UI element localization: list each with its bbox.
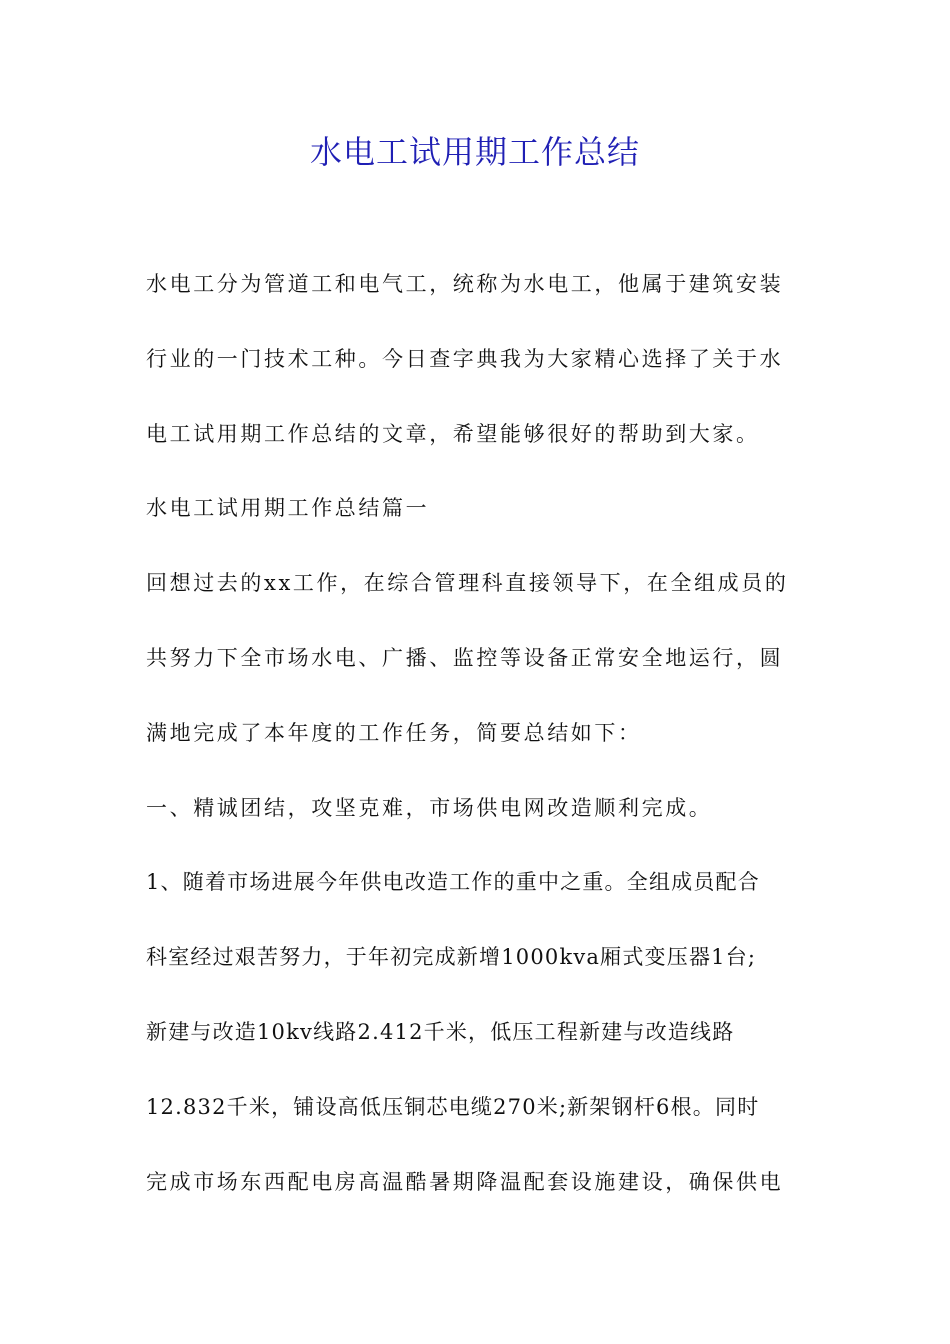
paragraph-line: 1、随着市场进展今年供电改造工作的重中之重。全组成员配合 (146, 870, 760, 895)
paragraph-line: 新建与改造10kv线路2.412千米，低压工程新建与改造线路 (146, 1019, 735, 1044)
subsection-heading: 一、精诚团结，攻坚克难，市场供电网改造顺利完成。 (146, 795, 713, 820)
document-title: 水电工试用期工作总结 (309, 133, 640, 171)
section-heading: 水电工试用期工作总结篇一 (146, 496, 430, 521)
paragraph-line: 回想过去的xx工作，在综合管理科直接领导下，在全组成员的 (146, 571, 789, 596)
paragraph-line: 12.832千米，铺设高低压铜芯电缆270米;新架钢杆6根。同时 (146, 1094, 760, 1119)
paragraph-line: 水电工分为管道工和电气工，统称为水电工，他属于建筑安装 (146, 272, 784, 296)
paragraph-line: 电工试用期工作总结的文章，希望能够很好的帮助到大家。 (146, 421, 760, 446)
paragraph-line: 完成市场东西配电房高温酷暑期降温配套设施建设，确保供电 (146, 1169, 784, 1194)
document-body (146, 264, 806, 1236)
paragraph-line: 满地完成了本年度的工作任务，简要总结如下： (146, 720, 642, 745)
paragraph-line: 共努力下全市场水电、广播、监控等设备正常安全地运行，圆 (146, 645, 784, 670)
paragraph-line: 行业的一门技术工种。今日查字典我为大家精心选择了关于水 (146, 346, 784, 371)
paragraph-line: 科室经过艰苦努力，于年初完成新增1000kva厢式变压器1台; (146, 945, 757, 970)
